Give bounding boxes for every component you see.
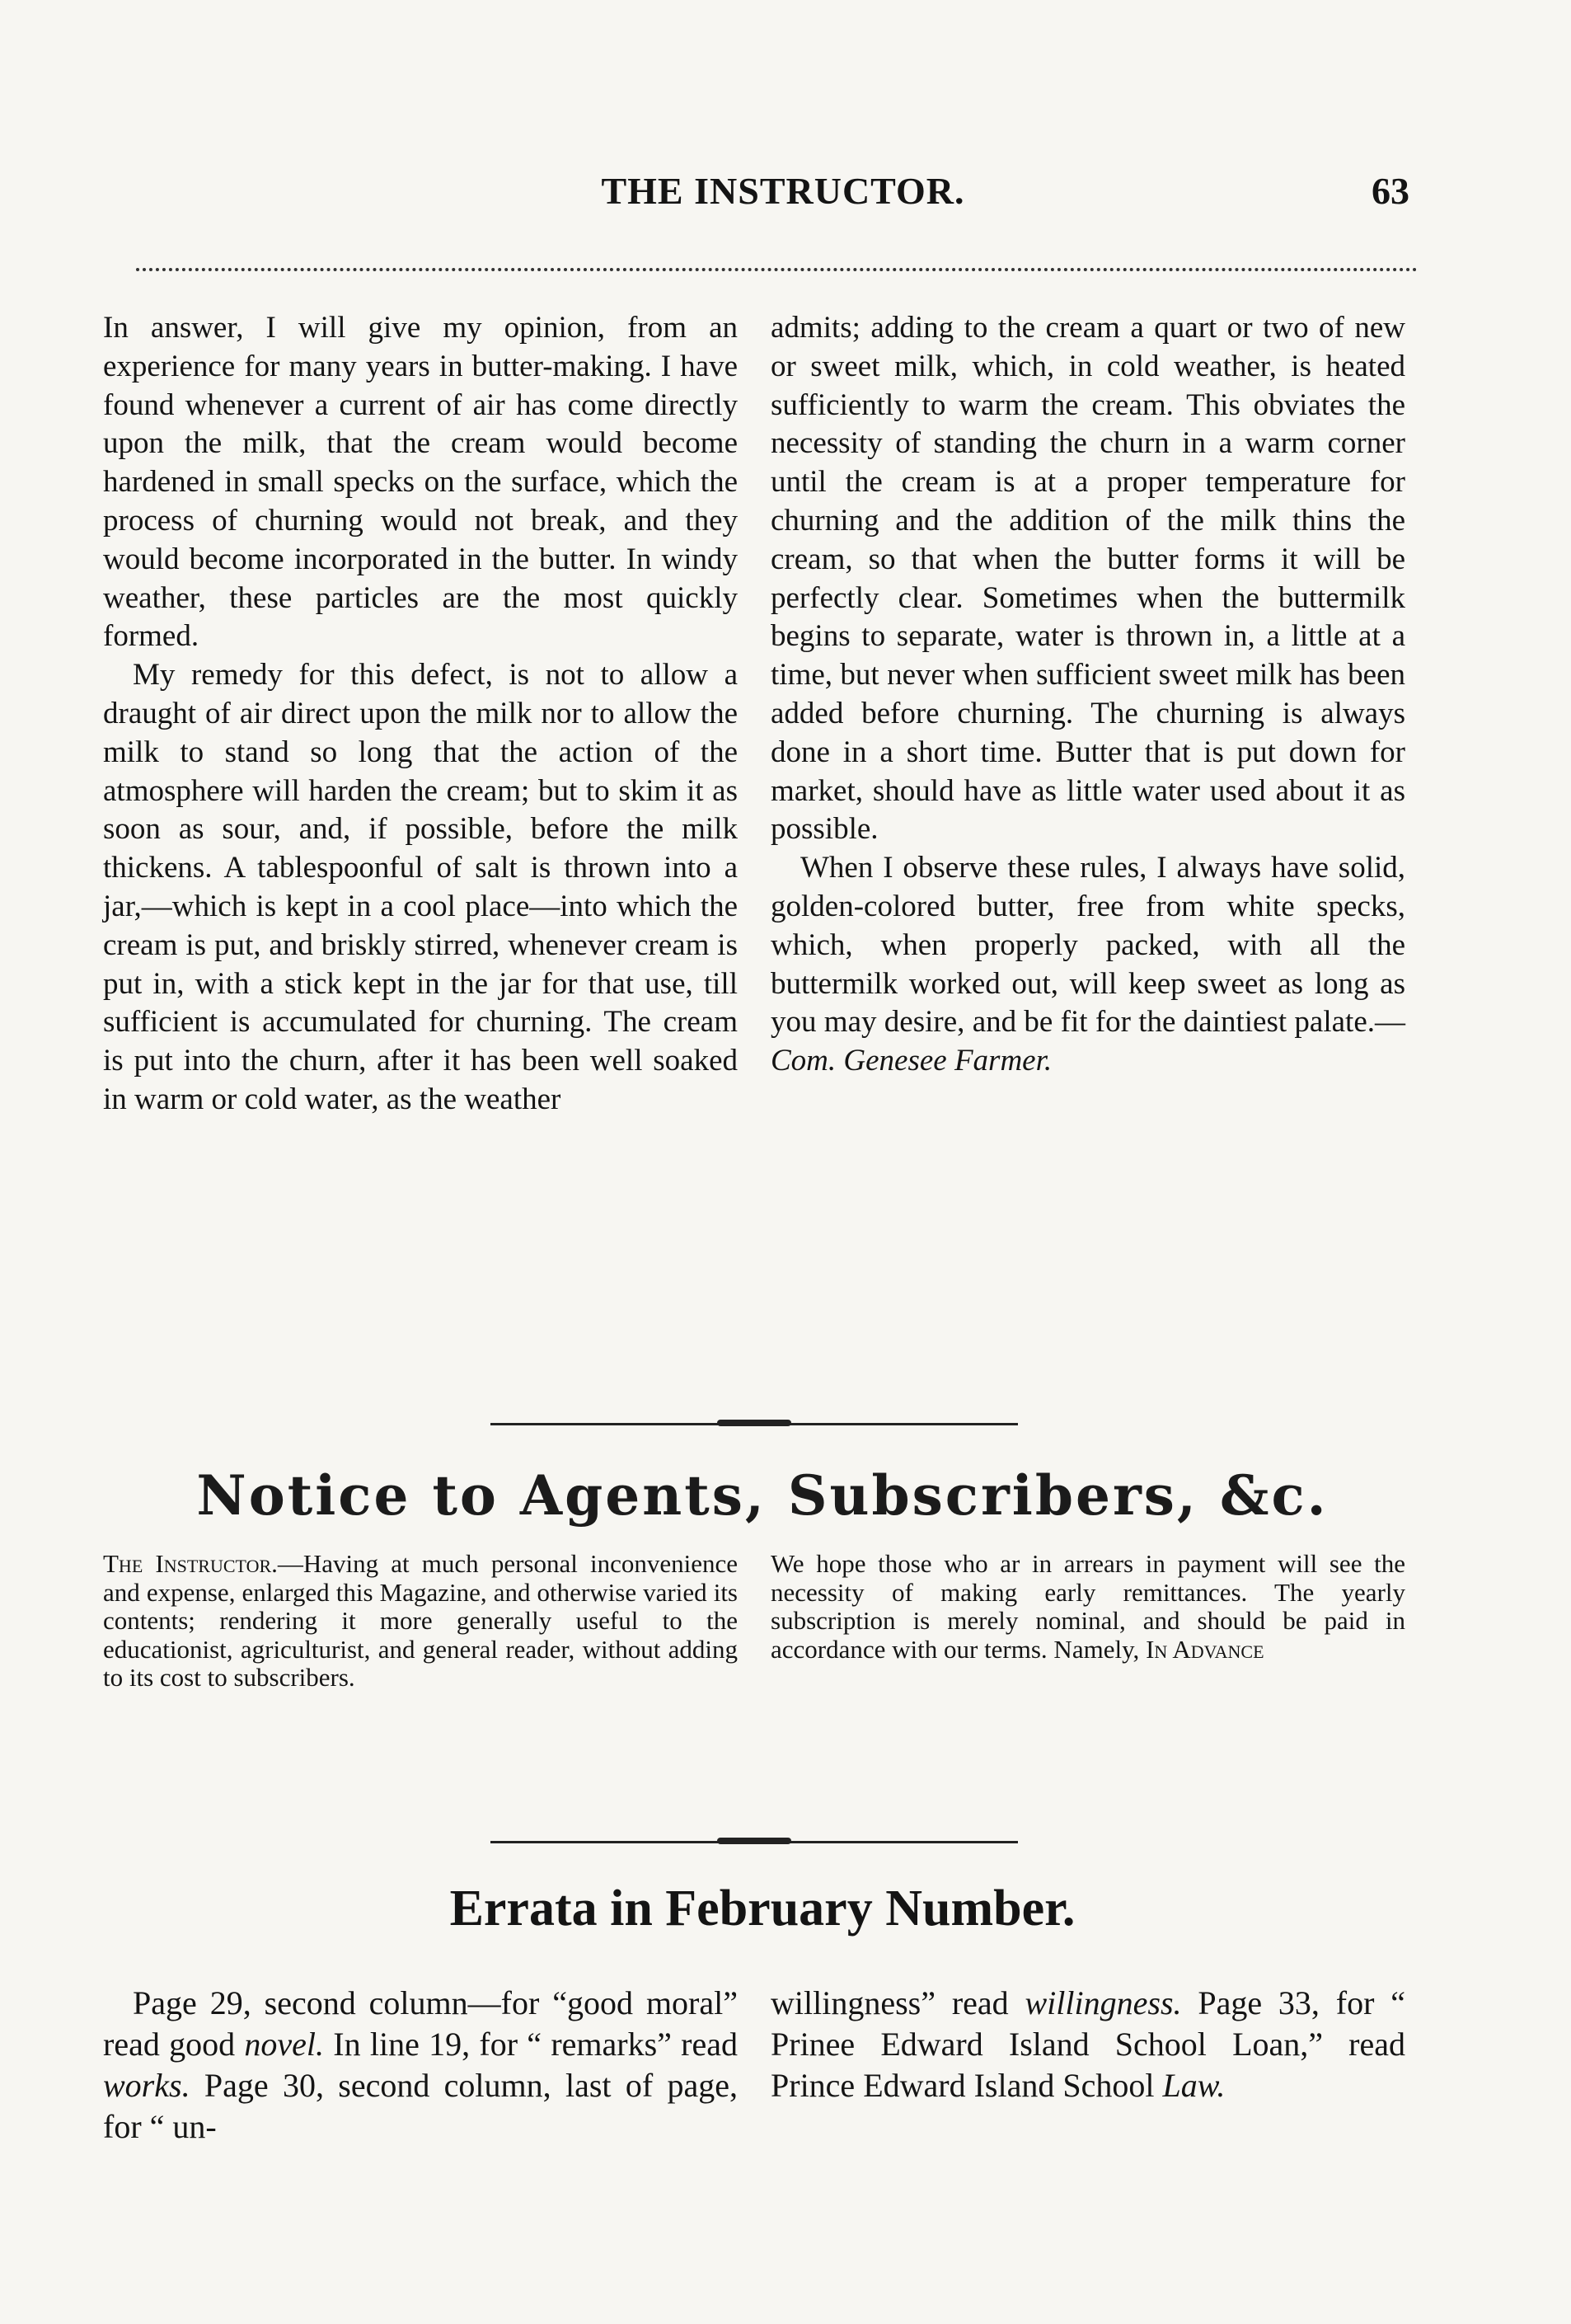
errata-heading: Errata in February Number. <box>449 1880 1076 1937</box>
errata-right-column <box>771 1983 1405 2106</box>
article-paragraph: admits; adding to the cream a quart or two of new or sweet milk, which, in cold weather, is heated sufficiently to warm the cream. This obviates the necessity of standing the churn in a warm corner until the cream is at a proper temperature for churning and the addition of the milk thins the cream, so that when the butter forms it will be perfectly clear. Sometimes when the buttermilk begins to separate, water is thrown in, a little at a time, but never when sufficient sweet milk has been added before churning. The churning is always done in a short time. Butter that is put down for market, should have as little water used about it as possible. <box>771 311 1405 847</box>
article-paragraph: My remedy for this defect, is not to allow a draught of air direct upon the milk nor to allow the milk to stand so long that the action of the atmosphere will harden the cream; but to skim it as soon as sour, and, if possible, before the milk thickens. A tablespoonful of salt is thrown into a jar,—which is kept in a cool place—into which the cream is put, and briskly stirred, whenever cream is put in, with a stick kept in the jar for that use, till sufficient is accumulated for churning. The cream is put into the churn, after it has been well soaked in warm or cold water, as the weather <box>103 658 738 1116</box>
errata-text <box>103 1983 738 2148</box>
running-title: THE INSTRUCTOR. <box>601 170 965 212</box>
errata-text <box>771 1983 1405 2106</box>
article-left-column <box>103 309 738 1120</box>
errata-italic: Law. <box>1162 2067 1226 2104</box>
errata-span: willingness” read <box>771 1984 1025 2021</box>
article-right-column <box>771 309 1405 1081</box>
article-text: When I observe these rules, I always have solid, golden-colored butter, free from white specks, which, when properly packed, with all the buttermilk worked out, will keep sweet as long as you may desire, and be fit for the daintiest palate.— <box>771 851 1405 1040</box>
page-header <box>99 169 1442 227</box>
article-paragraph <box>771 849 1405 1081</box>
page-number: 63 <box>1372 170 1409 212</box>
errata-span: Page 29, second column—for “good moral” read good <box>103 1984 738 2063</box>
section-divider <box>490 1841 1018 1843</box>
notice-emphasis: In Advance <box>1146 1634 1264 1664</box>
header-rule <box>136 268 1418 271</box>
article-attribution: Com. Genesee Farmer. <box>771 1044 1053 1078</box>
article-paragraph: In answer, I will give my opinion, from an experience for many years in butter-making. I have found whenever a current of air has come directly upon the milk, that the cream would become hardened in small specks on the surface, which the process of churning would not break, and they would become incorporated in the butter. In windy weather, these particles are the most quickly formed. <box>103 311 738 654</box>
errata-span: Page 33, for “ Prinee Edward Island School Loan,” read Prince Edward Island School <box>771 1984 1405 2104</box>
section-divider <box>490 1423 1018 1425</box>
errata-italic: works. <box>103 2067 190 2104</box>
errata-span: Page 30, second column, last of page, for “ un- <box>103 2067 738 2145</box>
errata-italic: willingness. <box>1025 1984 1182 2021</box>
notice-right-column <box>771 1550 1405 1664</box>
notice-lead: The Instructor. <box>103 1549 278 1578</box>
errata-italic: novel. <box>244 2026 324 2063</box>
notice-left-column <box>103 1550 738 1693</box>
notice-heading: Notice to Agents, Subscribers, &c. <box>196 1463 1329 1528</box>
notice-text: —Having at much personal inconvenience and expense, enlarged this Magazine, and otherwise varied its contents; rendering it more generally useful to the educationist, agriculturist, and general reader, without adding to its cost to subscribers. <box>103 1549 738 1692</box>
errata-span: In line 19, for “ remarks” read <box>324 2026 739 2063</box>
errata-left-column <box>103 1983 738 2148</box>
notice-text: We hope those who ar in arrears in payment will see the necessity of making early remittances. The yearly subscription is merely nominal, and should be paid in accordance with our terms. Namely, <box>771 1549 1405 1664</box>
